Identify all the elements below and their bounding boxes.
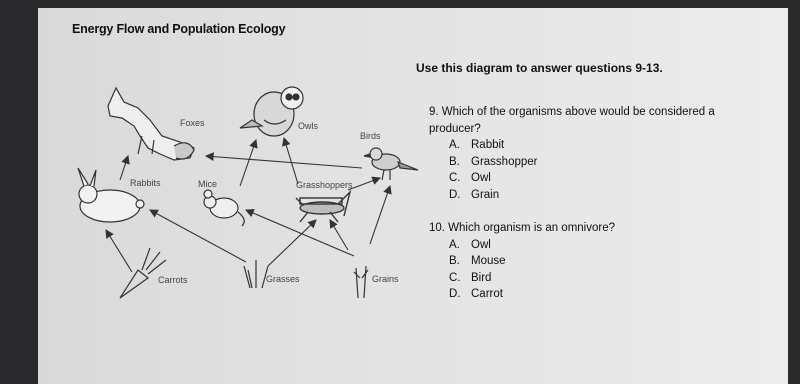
label-mice: Mice <box>198 179 218 189</box>
owl-illustration <box>240 87 303 136</box>
label-foxes: Foxes <box>180 118 205 128</box>
question-10-option-a[interactable]: A. Owl <box>449 238 491 251</box>
diagram-instruction: Use this diagram to answer questions 9-13. <box>416 61 663 75</box>
grain-illustration <box>354 266 368 298</box>
worksheet-title: Energy Flow and Population Ecology <box>72 22 286 36</box>
mouse-illustration <box>204 190 244 226</box>
question-9 <box>429 104 749 203</box>
label-grains: Grains <box>372 274 399 284</box>
label-rabbits: Rabbits <box>130 178 161 188</box>
carrot-illustration <box>120 248 166 298</box>
question-10-text: 10. Which organism is an omnivore? <box>429 222 615 234</box>
label-birds: Birds <box>360 131 381 141</box>
grasshopper-illustration <box>296 192 350 222</box>
rabbit-illustration <box>78 168 144 222</box>
question-10-option-c[interactable]: C. Bird <box>449 271 492 284</box>
label-grasshoppers: Grasshoppers <box>296 180 353 190</box>
worksheet-page <box>38 8 788 384</box>
question-10 <box>429 220 749 303</box>
question-10-option-b[interactable]: B. Mouse <box>449 255 506 267</box>
question-9-option-a[interactable]: A. Rabbit <box>449 139 505 151</box>
food-web-diagram <box>38 8 418 308</box>
grass-illustration <box>244 260 268 288</box>
question-9-text: 9. Which of the organisms above would be considered a producer? <box>429 106 715 135</box>
label-carrots: Carrots <box>158 275 188 285</box>
question-10-option-d[interactable]: D. Carrot <box>449 288 503 300</box>
question-9-option-b[interactable]: B. Grasshopper <box>449 155 538 168</box>
question-9-option-d[interactable]: D. Grain <box>449 188 500 201</box>
label-grasses: Grasses <box>266 274 300 284</box>
question-9-option-c[interactable]: C. Owl <box>449 172 491 184</box>
bird-illustration <box>364 148 418 180</box>
label-owls: Owls <box>298 121 318 131</box>
